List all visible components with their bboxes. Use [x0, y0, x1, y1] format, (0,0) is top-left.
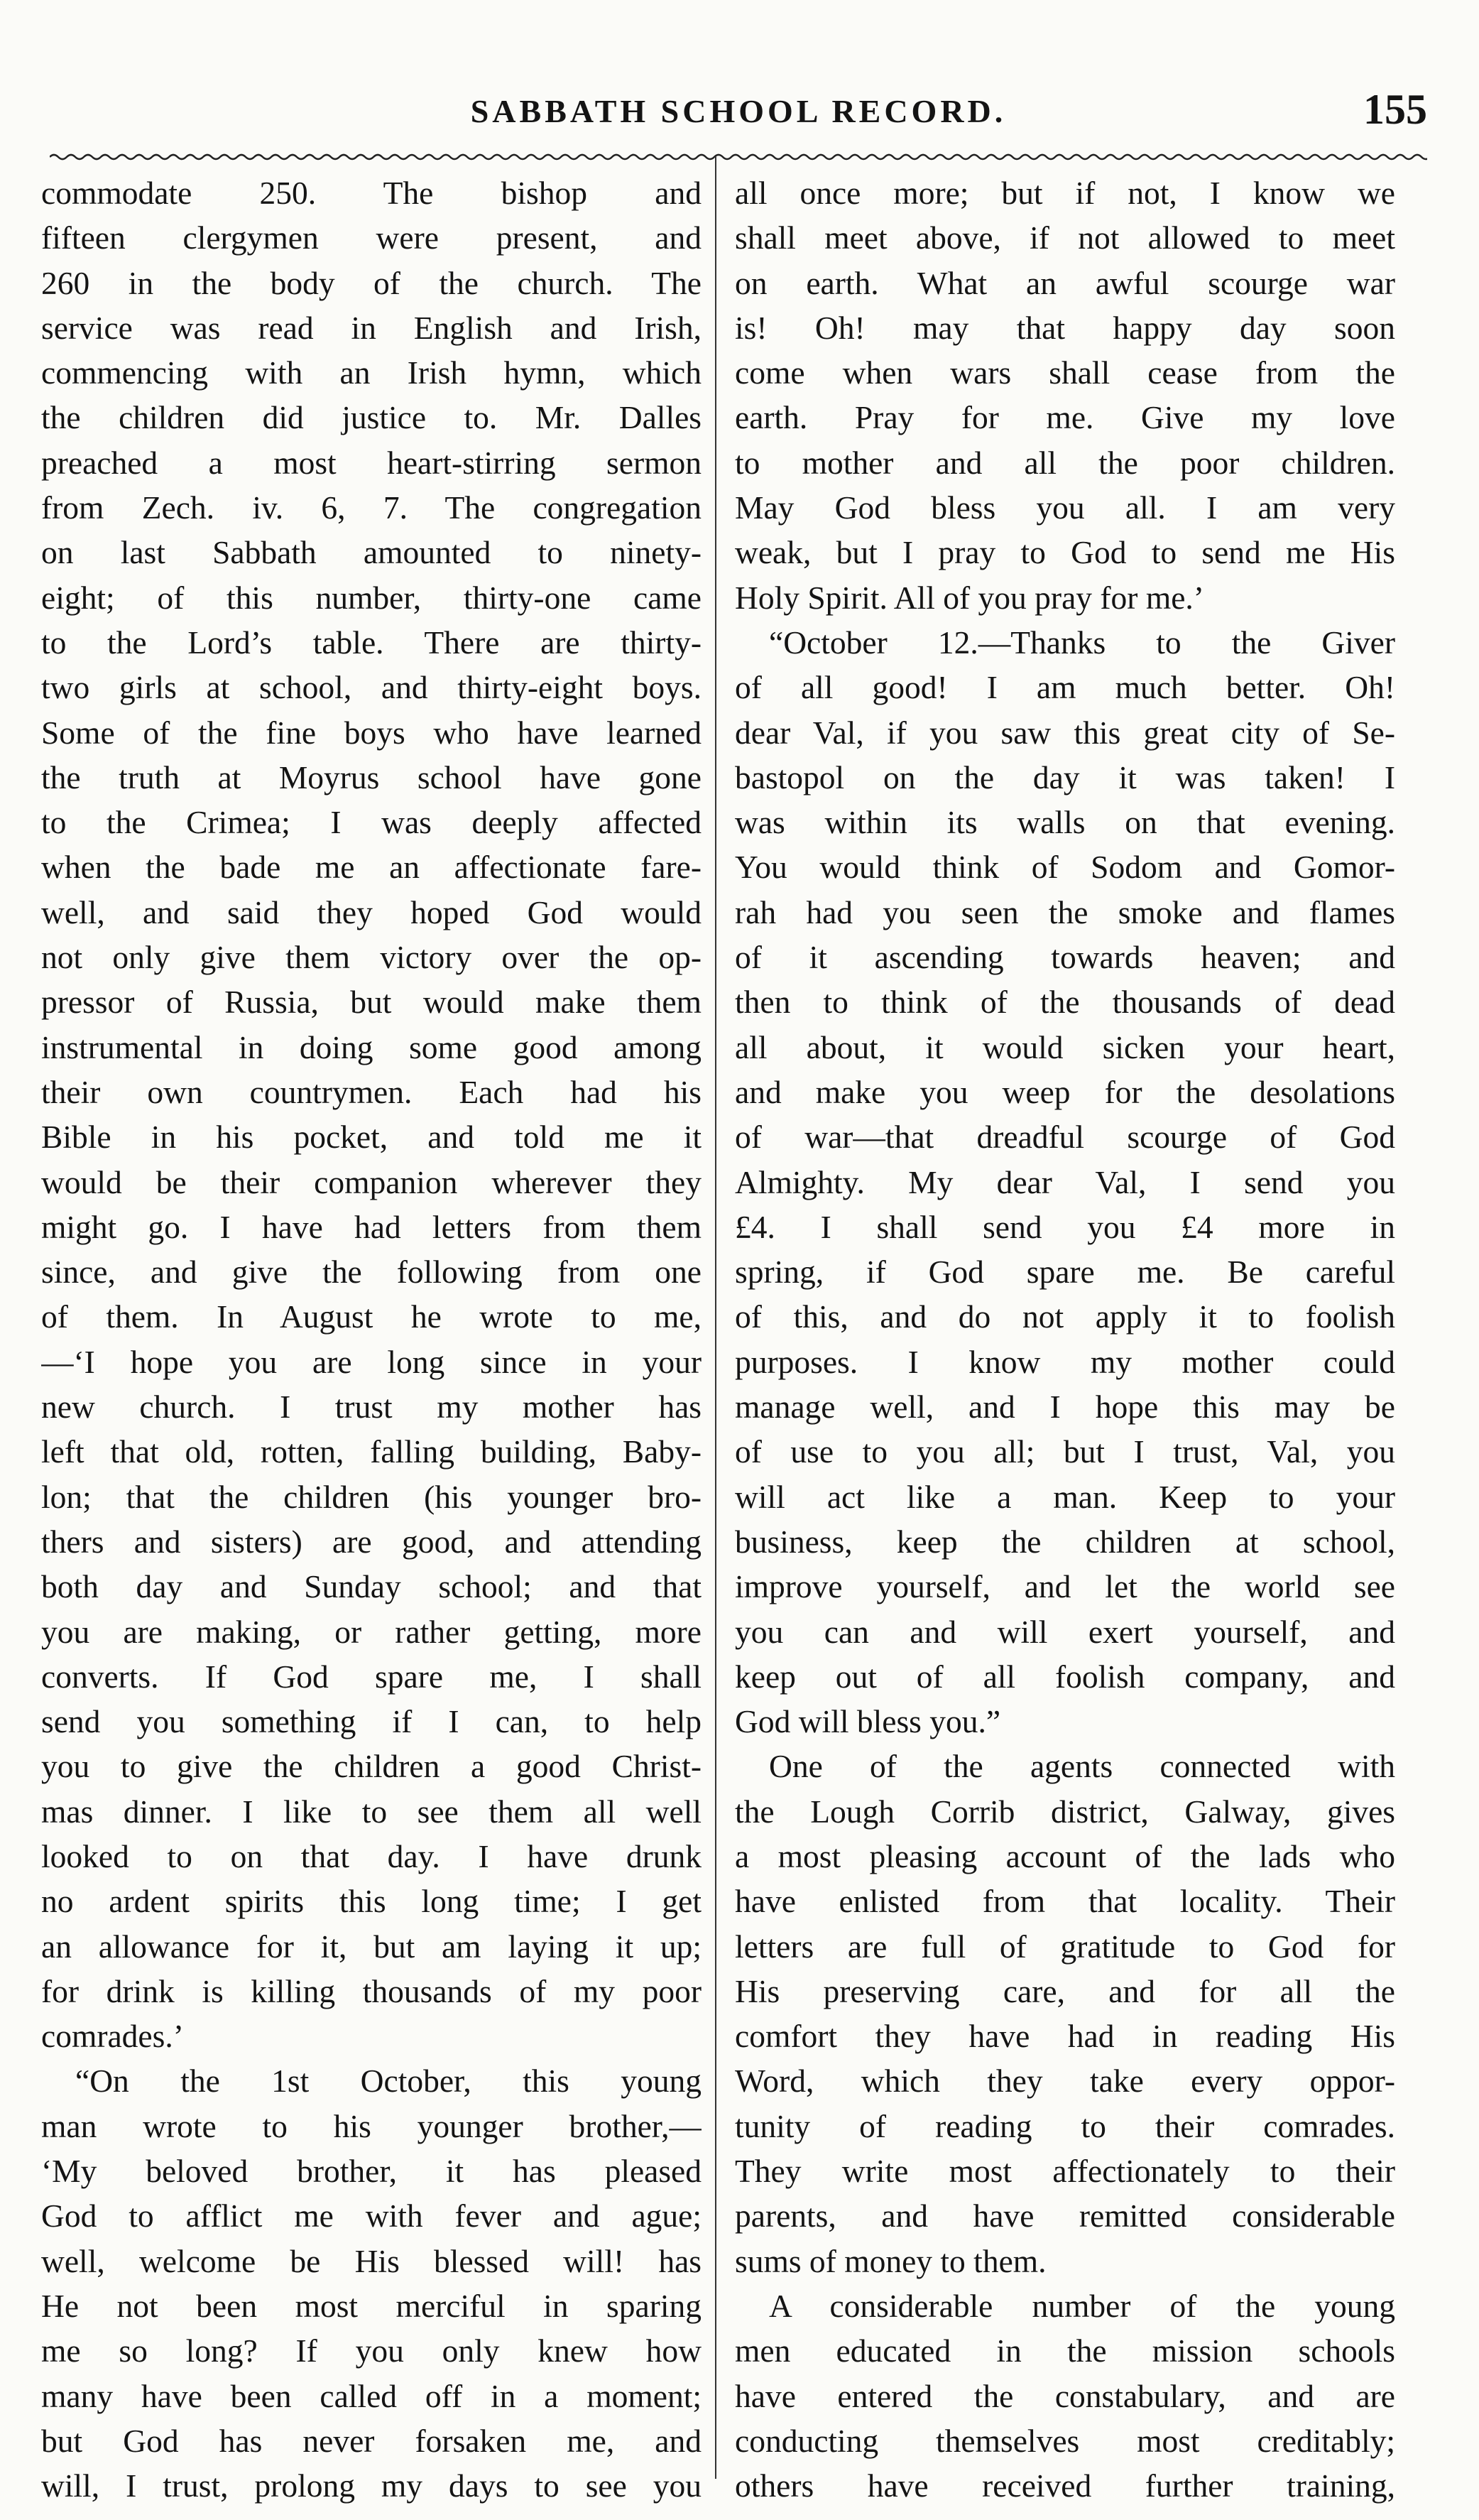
- column-divider: [715, 156, 716, 2479]
- text-line: of this, and do not apply it to foolish: [735, 1298, 1395, 1335]
- text-line: God will bless you.”: [735, 1703, 1001, 1740]
- text-line: all once more; but if not, I know we: [735, 175, 1395, 211]
- text-line: is! Oh! may that happy day soon: [735, 309, 1395, 346]
- text-line: converts. If God spare me, I shall: [41, 1658, 702, 1695]
- header-rule: [50, 151, 1427, 163]
- text-line: preached a most heart-stirring sermon: [41, 444, 702, 481]
- text-line: service was read in English and Irish,: [41, 309, 702, 346]
- page-header: [50, 85, 1427, 149]
- text-line: of it ascending towards heaven; and: [735, 939, 1395, 976]
- text-line: was within its walls on that evening.: [735, 804, 1395, 841]
- text-line: their own countrymen. Each had his: [41, 1073, 702, 1110]
- text-line: man wrote to his younger brother,—: [41, 2107, 702, 2144]
- text-line: me so long? If you only knew how: [41, 2332, 702, 2369]
- text-line: men educated in the mission schools: [735, 2332, 1395, 2369]
- text-line: thers and sisters) are good, and attending: [41, 1523, 702, 1560]
- text-line: mas dinner. I like to see them all well: [41, 1793, 702, 1830]
- text-line: fifteen clergymen were present, and: [41, 219, 702, 256]
- text-line: parents, and have remitted considerable: [735, 2198, 1395, 2234]
- text-line: when the bade me an affectionate fare-: [41, 849, 702, 886]
- text-line: tunity of reading to their comrades.: [735, 2107, 1395, 2144]
- text-line: the children did justice to. Mr. Dalles: [41, 399, 702, 436]
- text-line: to mother and all the poor children.: [735, 444, 1395, 481]
- text-line: Holy Spirit. All of you pray for me.’: [735, 579, 1204, 616]
- text-line: you can and will exert yourself, and: [735, 1613, 1395, 1650]
- text-line: left that old, rotten, falling building, Baby-: [41, 1433, 702, 1470]
- text-line: send you something if I can, to help: [41, 1703, 702, 1740]
- text-line: rah had you seen the smoke and flames: [735, 894, 1395, 930]
- text-line: you are making, or rather getting, more: [41, 1613, 702, 1650]
- text-line: from Zech. iv. 6, 7. The congregation: [41, 489, 702, 526]
- text-line: the Lough Corrib district, Galway, gives: [735, 1793, 1395, 1830]
- text-line: will act like a man. Keep to your: [735, 1478, 1395, 1515]
- text-line: manage well, and I hope this may be: [735, 1389, 1395, 1425]
- text-line: a most pleasing account of the lads who: [735, 1837, 1395, 1874]
- text-line: Some of the fine boys who have learned: [41, 714, 702, 751]
- text-line: dear Val, if you saw this great city of Se-: [735, 714, 1395, 751]
- text-line: both day and Sunday school; and that: [41, 1568, 702, 1605]
- text-line: conducting themselves most creditably;: [735, 2422, 1395, 2459]
- text-line: business, keep the children at school,: [735, 1523, 1395, 1560]
- text-line: bastopol on the day it was taken! I: [735, 759, 1395, 795]
- text-line: “On the 1st October, this young: [75, 2063, 702, 2100]
- text-line: all about, it would sicken your heart,: [735, 1028, 1395, 1065]
- page-number: 155: [1363, 86, 1427, 133]
- text-line: commodate 250. The bishop and: [41, 175, 702, 211]
- text-line: will, I trust, prolong my days to see you: [41, 2467, 702, 2504]
- text-line: might go. I have had letters from them: [41, 1208, 702, 1245]
- text-line: many have been called off in a moment;: [41, 2377, 702, 2414]
- running-title: SABBATH SCHOOL RECORD.: [470, 93, 1007, 129]
- text-line: Word, which they take every oppor-: [735, 2063, 1395, 2100]
- text-line: of war—that dreadful scourge of God: [735, 1119, 1395, 1156]
- text-line: His preserving care, and for all the: [735, 1972, 1395, 2009]
- text-line: commencing with an Irish hymn, which: [41, 354, 702, 391]
- text-line: would be their companion wherever they: [41, 1163, 702, 1200]
- right-column: [735, 170, 1395, 2508]
- text-line: £4. I shall send you £4 more in: [735, 1208, 1395, 1245]
- text-line: pressor of Russia, but would make them: [41, 984, 702, 1021]
- text-line: then to think of the thousands of dead: [735, 984, 1395, 1021]
- text-line: well, and said they hoped God would: [41, 894, 702, 930]
- text-line: have entered the constabulary, and are: [735, 2377, 1395, 2414]
- text-line: of them. In August he wrote to me,: [41, 1298, 702, 1335]
- text-line: have enlisted from that locality. Their: [735, 1883, 1395, 1920]
- text-line: shall meet above, if not allowed to meet: [735, 219, 1395, 256]
- text-line: God to afflict me with fever and ague;: [41, 2198, 702, 2234]
- text-line: new church. I trust my mother has: [41, 1389, 702, 1425]
- text-line: to the Lord’s table. There are thirty-: [41, 624, 702, 661]
- text-line: lon; that the children (his younger bro-: [41, 1478, 702, 1515]
- text-line: One of the agents connected with: [769, 1748, 1395, 1785]
- text-line: purposes. I know my mother could: [735, 1343, 1395, 1380]
- text-line: keep out of all foolish company, and: [735, 1658, 1395, 1695]
- text-line: 260 in the body of the church. The: [41, 264, 702, 301]
- text-line: —‘I hope you are long since in your: [41, 1343, 702, 1380]
- text-line: spring, if God spare me. Be careful: [735, 1254, 1395, 1291]
- text-line: to the Crimea; I was deeply affected: [41, 804, 702, 841]
- text-line: letters are full of gratitude to God for: [735, 1928, 1395, 1965]
- text-line: A considerable number of the young: [769, 2287, 1395, 2324]
- text-line: He not been most merciful in sparing: [41, 2287, 702, 2324]
- text-line: comrades.’: [41, 2018, 184, 2055]
- text-line: Almighty. My dear Val, I send you: [735, 1163, 1395, 1200]
- text-line: on last Sabbath amounted to ninety-: [41, 534, 702, 571]
- text-line: You would think of Sodom and Gomor-: [735, 849, 1395, 886]
- text-line: looked to on that day. I have drunk: [41, 1837, 702, 1874]
- text-line: the truth at Moyrus school have gone: [41, 759, 702, 795]
- text-line: of use to you all; but I trust, Val, you: [735, 1433, 1395, 1470]
- text-line: earth. Pray for me. Give my love: [735, 399, 1395, 436]
- text-line: Bible in his pocket, and told me it: [41, 1119, 702, 1156]
- text-line: since, and give the following from one: [41, 1254, 702, 1291]
- text-line: May God bless you all. I am very: [735, 489, 1395, 526]
- text-line: ‘My beloved brother, it has pleased: [41, 2153, 702, 2190]
- text-line: sums of money to them.: [735, 2242, 1047, 2279]
- text-line: improve yourself, and let the world see: [735, 1568, 1395, 1605]
- text-line: but God has never forsaken me, and: [41, 2422, 702, 2459]
- text-line: not only give them victory over the op-: [41, 939, 702, 976]
- text-line: two girls at school, and thirty-eight boys.: [41, 669, 702, 706]
- text-line: They write most affectionately to their: [735, 2153, 1395, 2190]
- left-column: [41, 170, 702, 2508]
- text-line: comfort they have had in reading His: [735, 2018, 1395, 2055]
- text-line: you to give the children a good Christ-: [41, 1748, 702, 1785]
- text-line: of all good! I am much better. Oh!: [735, 669, 1395, 706]
- text-line: weak, but I pray to God to send me His: [735, 534, 1395, 571]
- text-line: others have received further training,: [735, 2467, 1395, 2504]
- text-line: instrumental in doing some good among: [41, 1028, 702, 1065]
- text-line: an allowance for it, but am laying it up;: [41, 1928, 702, 1965]
- text-line: for drink is killing thousands of my poor: [41, 1972, 702, 2009]
- text-line: eight; of this number, thirty-one came: [41, 579, 702, 616]
- text-line: on earth. What an awful scourge war: [735, 264, 1395, 301]
- text-line: no ardent spirits this long time; I get: [41, 1883, 702, 1920]
- text-line: and make you weep for the desolations: [735, 1073, 1395, 1110]
- text-line: “October 12.—Thanks to the Giver: [769, 624, 1395, 661]
- text-line: come when wars shall cease from the: [735, 354, 1395, 391]
- text-line: well, welcome be His blessed will! has: [41, 2242, 702, 2279]
